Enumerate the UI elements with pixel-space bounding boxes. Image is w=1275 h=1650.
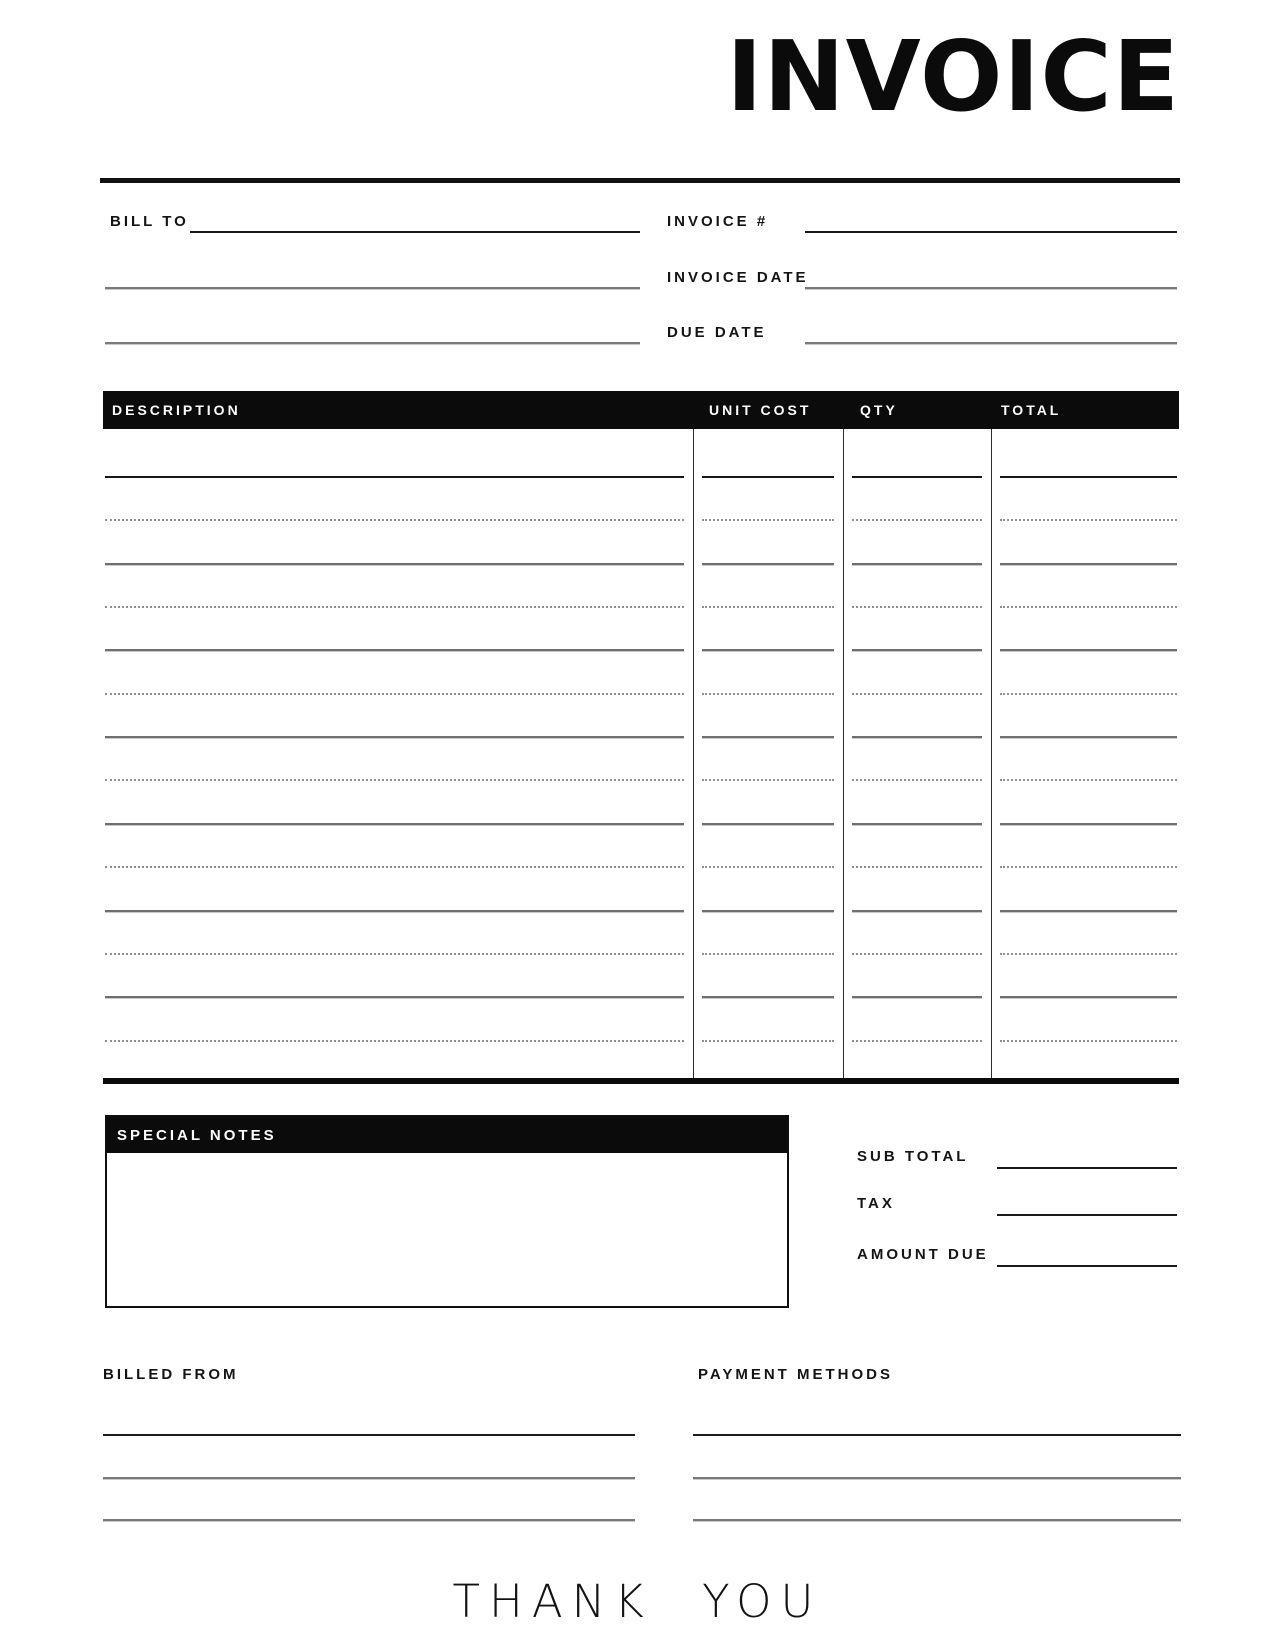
item-cell-unit-cost-line[interactable] [693, 866, 843, 868]
item-cell-qty-line[interactable] [843, 476, 991, 478]
billed-from-line-2[interactable] [103, 1477, 635, 1479]
item-cell-description-line[interactable] [103, 910, 693, 912]
item-cell-unit-cost-line[interactable] [693, 910, 843, 912]
item-cell-total-line[interactable] [991, 866, 1179, 868]
payment-methods-label: PAYMENT METHODS [698, 1366, 894, 1383]
item-cell-total-line[interactable] [991, 996, 1179, 998]
item-row [103, 519, 1179, 521]
item-cell-description-line[interactable] [103, 563, 693, 565]
special-notes-label: SPECIAL NOTES [107, 1117, 787, 1153]
item-cell-description-line[interactable] [103, 1040, 693, 1042]
item-cell-qty-line[interactable] [843, 649, 991, 651]
item-cell-description-line[interactable] [103, 866, 693, 868]
item-cell-description-line[interactable] [103, 823, 693, 825]
item-cell-qty-line[interactable] [843, 606, 991, 608]
item-cell-qty-line[interactable] [843, 693, 991, 695]
item-cell-qty-line[interactable] [843, 910, 991, 912]
item-cell-total-line[interactable] [991, 563, 1179, 565]
item-cell-total-line[interactable] [991, 910, 1179, 912]
item-cell-qty-line[interactable] [843, 736, 991, 738]
item-cell-qty-line[interactable] [843, 779, 991, 781]
item-cell-description-line[interactable] [103, 519, 693, 521]
column-header-description: DESCRIPTION [112, 402, 241, 418]
invoice-number-label: INVOICE # [667, 213, 769, 230]
column-header-total: TOTAL [1001, 402, 1062, 418]
payment-methods-line-2[interactable] [693, 1477, 1181, 1479]
item-cell-unit-cost-line[interactable] [693, 996, 843, 998]
bill-to-line-2[interactable] [105, 287, 640, 289]
billed-from-line-1[interactable] [103, 1434, 635, 1436]
item-cell-unit-cost-line[interactable] [693, 476, 843, 478]
amount-due-line[interactable] [997, 1265, 1177, 1267]
item-row [103, 996, 1179, 998]
item-cell-qty-line[interactable] [843, 866, 991, 868]
tax-line[interactable] [997, 1214, 1177, 1216]
item-cell-total-line[interactable] [991, 823, 1179, 825]
item-cell-description-line[interactable] [103, 693, 693, 695]
billed-from-label: BILLED FROM [103, 1366, 239, 1383]
items-table-header [103, 391, 1179, 429]
payment-methods-line-1[interactable] [693, 1434, 1181, 1436]
item-row [103, 736, 1179, 738]
item-cell-unit-cost-line[interactable] [693, 1040, 843, 1042]
item-row [103, 779, 1179, 781]
item-cell-total-line[interactable] [991, 476, 1179, 478]
item-cell-unit-cost-line[interactable] [693, 693, 843, 695]
bill-to-line-3[interactable] [105, 342, 640, 344]
invoice-date-label: INVOICE DATE [667, 269, 809, 286]
due-date-label: DUE DATE [667, 324, 767, 341]
item-cell-unit-cost-line[interactable] [693, 823, 843, 825]
item-cell-total-line[interactable] [991, 606, 1179, 608]
item-cell-qty-line[interactable] [843, 1040, 991, 1042]
invoice-date-line[interactable] [805, 287, 1177, 289]
item-cell-unit-cost-line[interactable] [693, 736, 843, 738]
item-row [103, 953, 1179, 955]
item-cell-total-line[interactable] [991, 779, 1179, 781]
item-row [103, 693, 1179, 695]
item-cell-unit-cost-line[interactable] [693, 953, 843, 955]
item-cell-unit-cost-line[interactable] [693, 563, 843, 565]
item-cell-qty-line[interactable] [843, 563, 991, 565]
item-row [103, 910, 1179, 912]
column-header-unit-cost: UNIT COST [709, 402, 812, 418]
title-divider [100, 178, 1180, 183]
item-cell-unit-cost-line[interactable] [693, 649, 843, 651]
page-title: INVOICE [726, 20, 1180, 133]
column-divider-qty [843, 429, 844, 1078]
due-date-line[interactable] [805, 342, 1177, 344]
item-cell-description-line[interactable] [103, 649, 693, 651]
thank-you-text: THANK YOU [452, 1575, 823, 1628]
bill-to-line-1[interactable] [190, 231, 640, 233]
item-cell-total-line[interactable] [991, 649, 1179, 651]
item-cell-description-line[interactable] [103, 736, 693, 738]
column-header-qty: QTY [860, 402, 898, 418]
item-row [103, 649, 1179, 651]
item-cell-qty-line[interactable] [843, 953, 991, 955]
item-row [103, 606, 1179, 608]
item-row [103, 563, 1179, 565]
item-cell-description-line[interactable] [103, 606, 693, 608]
item-cell-total-line[interactable] [991, 953, 1179, 955]
sub-total-label: SUB TOTAL [857, 1148, 969, 1165]
special-notes-box [105, 1115, 789, 1308]
items-table-body [103, 429, 1179, 1084]
column-divider-unit-cost [693, 429, 694, 1078]
billed-from-line-3[interactable] [103, 1519, 635, 1521]
item-cell-total-line[interactable] [991, 736, 1179, 738]
item-cell-unit-cost-line[interactable] [693, 606, 843, 608]
item-cell-total-line[interactable] [991, 693, 1179, 695]
item-row [103, 866, 1179, 868]
item-cell-unit-cost-line[interactable] [693, 519, 843, 521]
item-cell-total-line[interactable] [991, 1040, 1179, 1042]
item-cell-qty-line[interactable] [843, 823, 991, 825]
sub-total-line[interactable] [997, 1167, 1177, 1169]
item-row [103, 476, 1179, 478]
item-row [103, 823, 1179, 825]
item-cell-description-line[interactable] [103, 476, 693, 478]
bill-to-label: BILL TO [110, 213, 189, 230]
item-cell-qty-line[interactable] [843, 519, 991, 521]
item-cell-total-line[interactable] [991, 519, 1179, 521]
item-cell-unit-cost-line[interactable] [693, 779, 843, 781]
payment-methods-line-3[interactable] [693, 1519, 1181, 1521]
item-cell-description-line[interactable] [103, 996, 693, 998]
special-notes-area[interactable] [107, 1153, 787, 1306]
tax-label: TAX [857, 1195, 895, 1212]
item-cell-description-line[interactable] [103, 953, 693, 955]
invoice-number-line[interactable] [805, 231, 1177, 233]
item-cell-description-line[interactable] [103, 779, 693, 781]
items-table [103, 391, 1179, 1084]
item-cell-qty-line[interactable] [843, 996, 991, 998]
column-divider-total [991, 429, 992, 1078]
item-row [103, 1040, 1179, 1042]
amount-due-label: AMOUNT DUE [857, 1246, 989, 1263]
